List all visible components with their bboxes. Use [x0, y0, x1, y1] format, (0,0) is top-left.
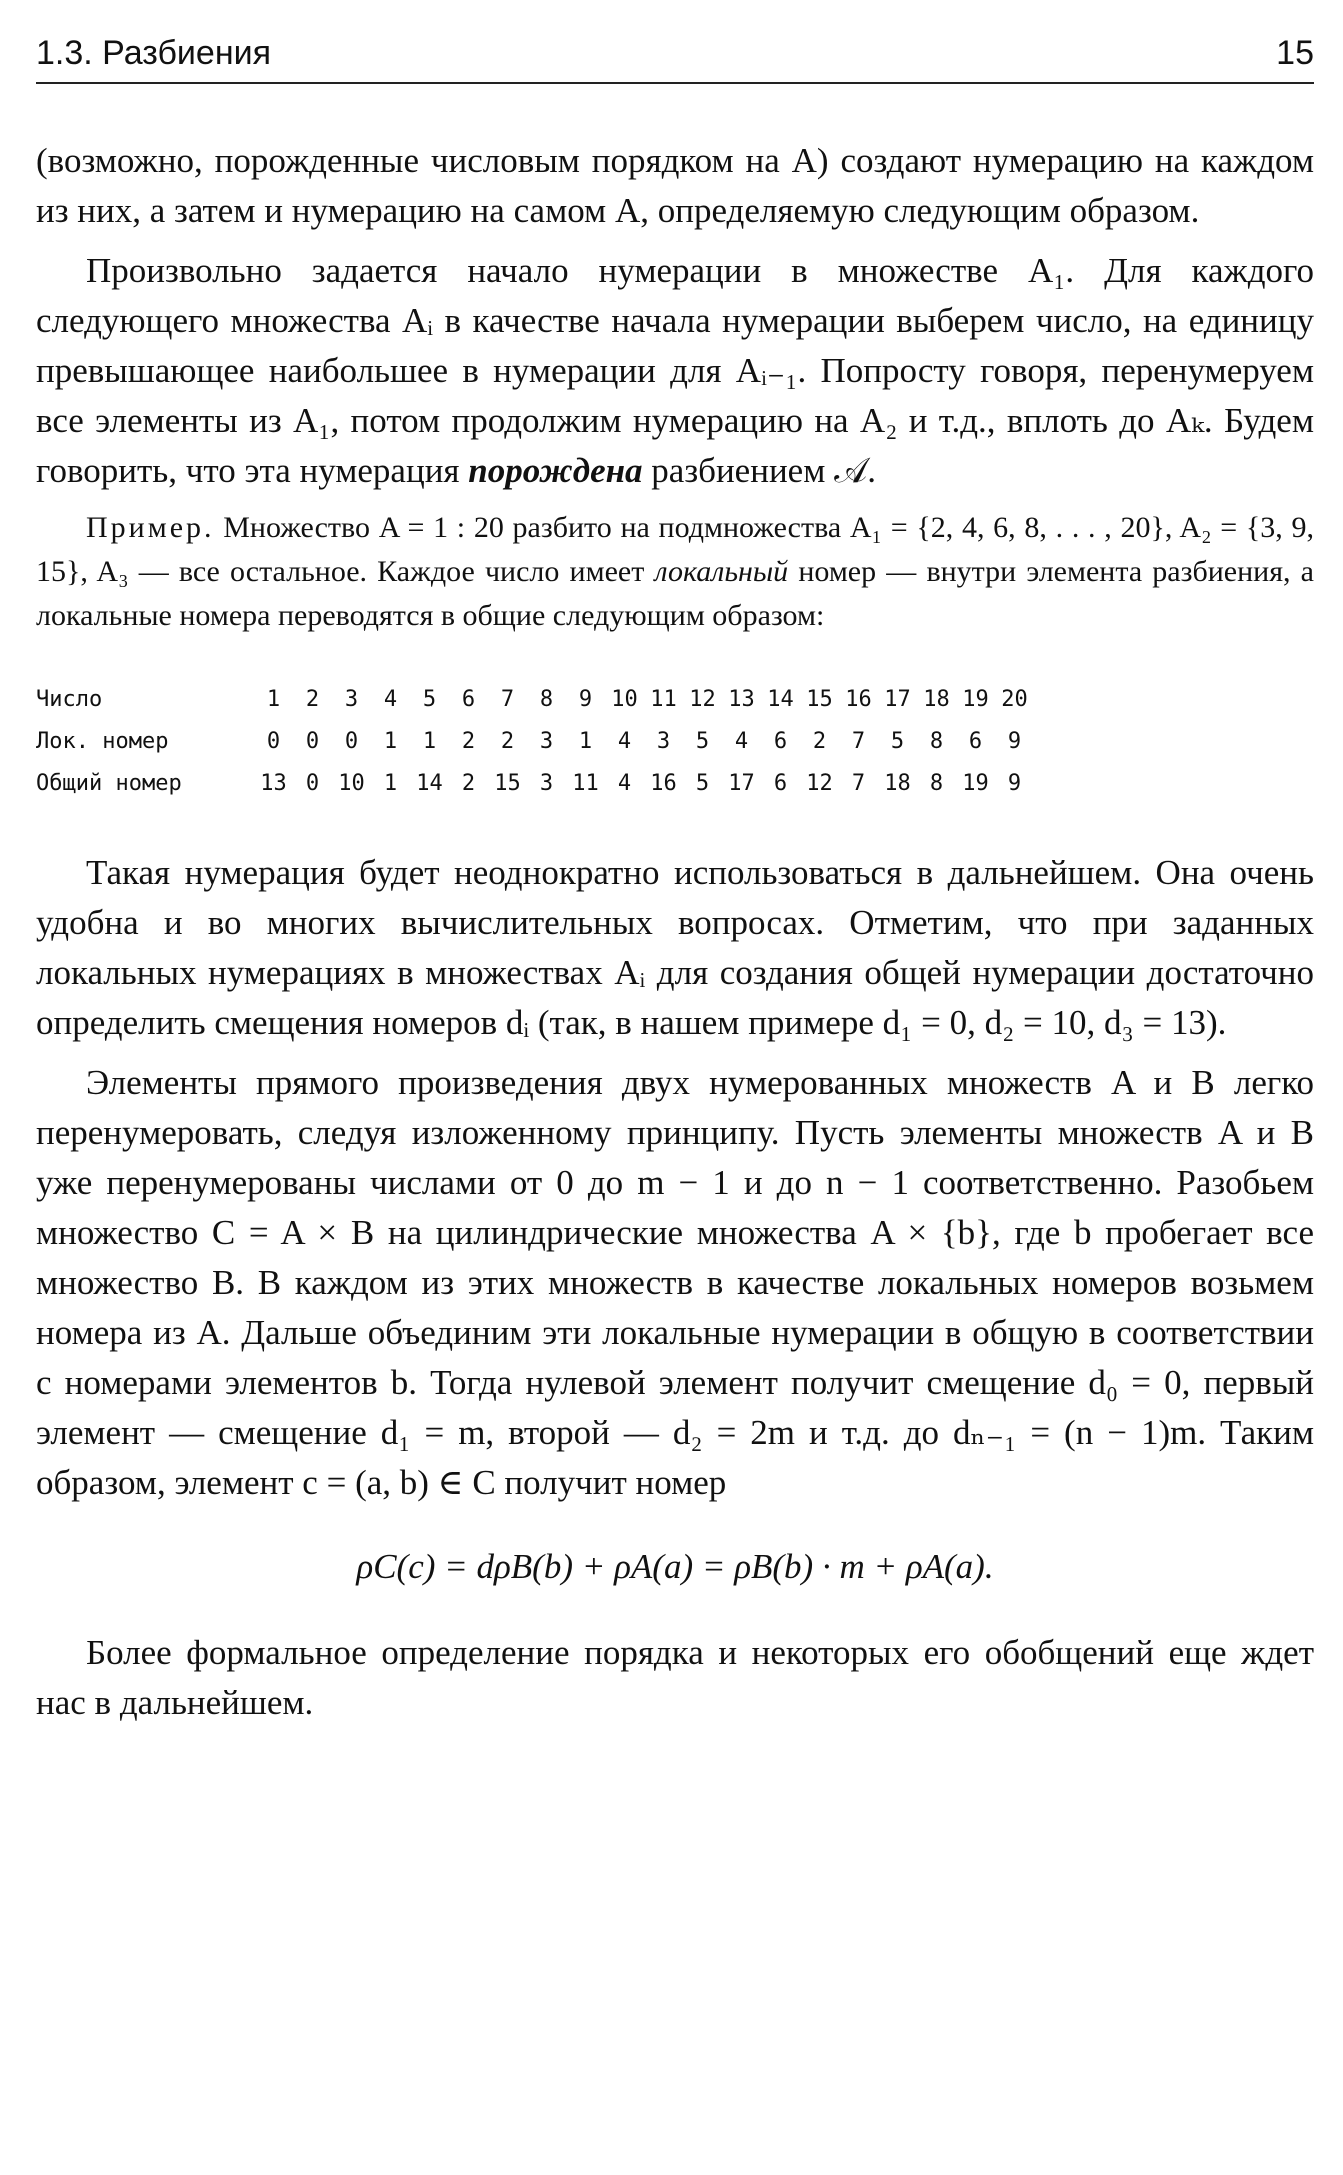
table-cell: 5	[695, 728, 710, 754]
table-cell: 4	[383, 686, 398, 712]
table-cell: 5	[422, 686, 437, 712]
example-label: Пример.	[86, 511, 215, 544]
table-cell: 5	[695, 770, 710, 796]
paragraph-offsets: Такая нумерация будет неоднократно использоваться в дальнейшем. Она очень удобна и во многих вычислительных вопросах. Отметим, что при заданных локальных нумерациях в множествах Aᵢ для создания общей нумерации достаточно определить смещения номеров dᵢ (так, в нашем примере d₁ = 0, d₂ = 10, d₃ = 13).	[36, 853, 1314, 1042]
table-cell: 17	[884, 686, 911, 712]
paragraph-product: Элементы прямого произведения двух нумерованных множеств A и B легко перенумеровать, следуя изложенному принципу. Пусть элементы множеств A и B уже перенумерованы числами от 0 до m − 1 и до n − 1 соответственно. Разобьем множество C = A × B на цилиндрические множества A × {b}, где b пробегает все множество B. В каждом из этих множеств в качестве локальных номеров возьмем номера из A. Дальше объединим эти локальные нумерации в общую в соответствии с номерами элементов b. Тогда нулевой элемент получит смещение d₀ = 0, первый элемент — смещение d₁ = m, второй — d₂ = 2m и т.д. до dₙ₋₁ = (n − 1)m. Таким образом, элемент c = (a, b) ∈ C получит номер	[36, 1063, 1314, 1502]
table-cell: 9	[1007, 728, 1022, 754]
table-cell: 10	[611, 686, 638, 712]
table-cell: 4	[734, 728, 749, 754]
table-cell: 17	[728, 770, 755, 796]
table-row	[36, 762, 1034, 804]
table-cell: 3	[539, 770, 554, 796]
text-run: номер — внутри элемента разбиения, а локальные номера переводятся в общие следующим образом:	[36, 555, 1314, 632]
table-cell: 7	[851, 770, 866, 796]
paragraph-closing: Более формальное определение порядка и некоторых его обобщений еще ждет нас в дальнейшем.	[36, 1633, 1314, 1722]
table-cell: 15	[806, 686, 833, 712]
section-title: 1.3. Разбиения	[36, 34, 271, 72]
table-cell: 19	[962, 686, 989, 712]
table-cell: 8	[929, 770, 944, 796]
table-cell: 1	[383, 770, 398, 796]
table-row	[36, 720, 1034, 762]
table-cell: 6	[968, 728, 983, 754]
table-cell: 20	[1001, 686, 1028, 712]
table-cell: 3	[656, 728, 671, 754]
paragraph-numbering	[36, 246, 1314, 496]
table-cell: 6	[773, 728, 788, 754]
table-cell: 18	[923, 686, 950, 712]
row-label: Общий номер	[36, 770, 182, 796]
table-cell: 0	[344, 728, 359, 754]
table-cell: 11	[572, 770, 599, 796]
table-cell: 1	[266, 686, 281, 712]
table-cell: 3	[539, 728, 554, 754]
text-run: Множество A = 1 : 20 разбито на подмножества A₁ = {2, 4, 6, 8, . . . , 20}, A₂ = {3, 9, 15}, A₃ — все остальное. Каждое число имеет	[36, 511, 1314, 588]
table-cell: 5	[890, 728, 905, 754]
table-cell: 14	[416, 770, 443, 796]
table-cell: 19	[962, 770, 989, 796]
table-cell: 6	[773, 770, 788, 796]
table-cell: 13	[260, 770, 287, 796]
text-run: Произвольно задается начало нумерации в множестве A₁. Для каждого следующего множества Aᵢ в качестве начала нумерации выберем число, на единицу превышающее наибольшее в нумерации для Aᵢ₋₁. Попросту говоря, перенумеруем все элементы из A₁, потом продолжим нумерацию на A₂ и т.д., вплоть до Aₖ. Будем говорить, что эта нумерация	[36, 251, 1314, 490]
table-cell: 8	[929, 728, 944, 754]
table-cell: 2	[461, 728, 476, 754]
running-header	[36, 30, 1314, 84]
table-cell: 12	[689, 686, 716, 712]
table-cell: 7	[500, 686, 515, 712]
table-cell: 9	[578, 686, 593, 712]
emphasis-term: локальный	[654, 555, 789, 588]
table-cell: 7	[851, 728, 866, 754]
table-cell: 16	[650, 770, 677, 796]
table-cell: 2	[500, 728, 515, 754]
display-formula: ρC(c) = dρB(b) + ρA(a) = ρB(b) · m + ρA(a).	[356, 1547, 994, 1586]
table-cell: 15	[494, 770, 521, 796]
emphasis-term: порождена	[468, 451, 643, 490]
table-cell: 4	[617, 770, 632, 796]
table-cell: 2	[461, 770, 476, 796]
table-cell: 0	[305, 728, 320, 754]
table-cell: 2	[305, 686, 320, 712]
row-label: Лок. номер	[36, 728, 169, 754]
table-cell: 13	[728, 686, 755, 712]
table-cell: 4	[617, 728, 632, 754]
numbering-table-grid	[36, 678, 1034, 804]
table-cell: 3	[344, 686, 359, 712]
table-cell: 16	[845, 686, 872, 712]
page-number: 15	[1276, 34, 1314, 72]
table-cell: 10	[338, 770, 365, 796]
table-cell: 6	[461, 686, 476, 712]
paragraph-continuation: (возможно, порожденные числовым порядком на A) создают нумерацию на каждом из них, а затем и нумерацию на самом A, определяемую следующим образом.	[36, 141, 1314, 230]
numbering-table	[36, 678, 1314, 804]
page-body	[36, 136, 1314, 1728]
text-run: разбиением 𝒜.	[642, 451, 876, 490]
table-cell: 1	[578, 728, 593, 754]
table-cell: 1	[383, 728, 398, 754]
row-label: Число	[36, 686, 103, 712]
table-cell: 14	[767, 686, 794, 712]
example-paragraph	[36, 506, 1314, 638]
table-cell: 8	[539, 686, 554, 712]
table-cell: 18	[884, 770, 911, 796]
table-cell: 12	[806, 770, 833, 796]
table-cell: 2	[812, 728, 827, 754]
table-row	[36, 678, 1034, 720]
table-cell: 0	[266, 728, 281, 754]
table-cell: 1	[422, 728, 437, 754]
table-cell: 11	[650, 686, 677, 712]
table-cell: 9	[1007, 770, 1022, 796]
table-cell: 0	[305, 770, 320, 796]
